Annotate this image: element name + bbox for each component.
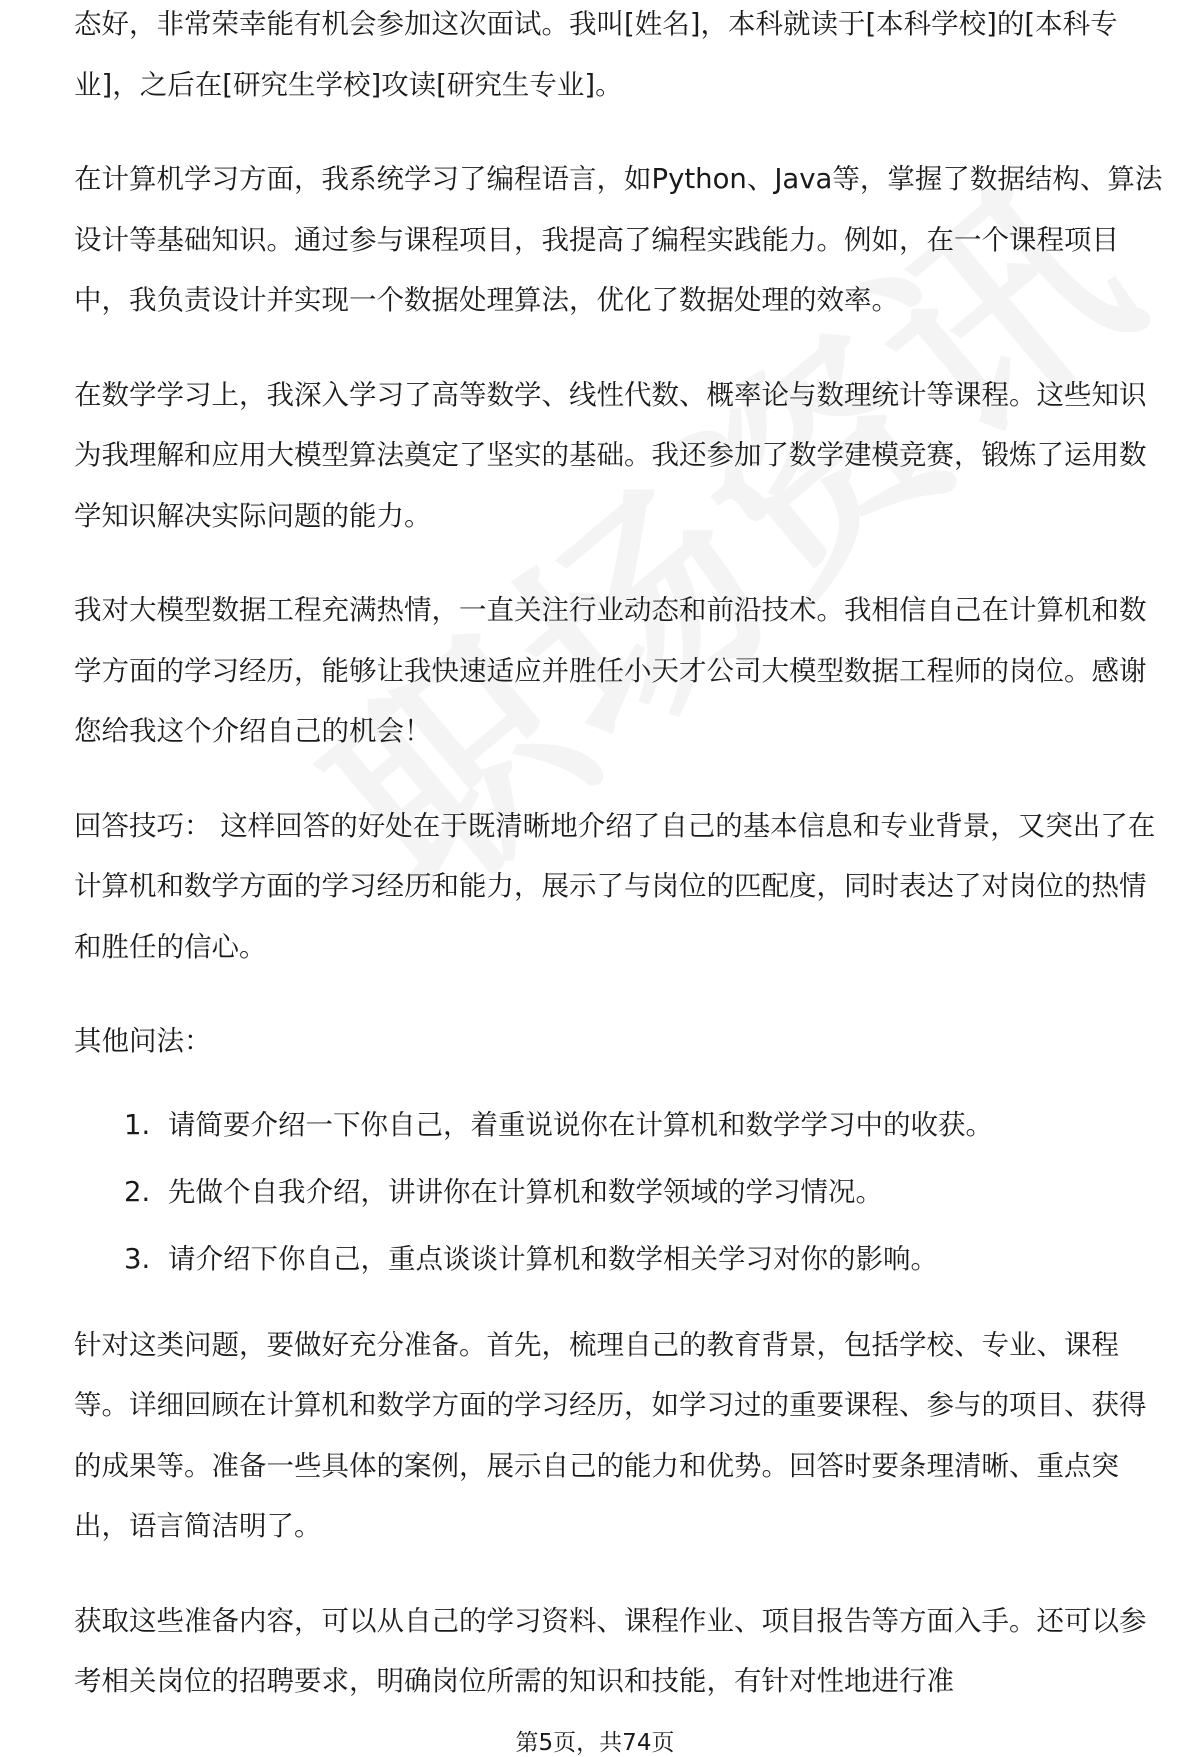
paragraph-computer-study: 在计算机学习方面，我系统学习了编程语言，如Python、Java等，掌握了数据结构、算法设计等基础知识。通过参与课程项目，我提高了编程实践能力。例如，在一个课程项目中，我负责设计并实现一个数据处理算法，优化了数据处理的效率。 <box>74 163 1163 316</box>
list-item-number: 2. <box>124 1175 151 1208</box>
list-item <box>124 1226 1166 1293</box>
other-questions-list <box>74 1092 1166 1293</box>
list-item-text: 请介绍下你自己，重点谈谈计算机和数学相关学习对你的影响。 <box>168 1242 938 1275</box>
list-item-text: 先做个自我介绍，讲讲你在计算机和数学领域的学习情况。 <box>168 1175 883 1208</box>
page-number: 第5页，共74页 <box>515 1730 675 1756</box>
list-item <box>124 1159 1166 1226</box>
list-item-text: 请简要介绍一下你自己，着重说说你在计算机和数学学习中的收获。 <box>168 1108 993 1141</box>
page-content <box>74 8 1166 1746</box>
list-item-number: 3. <box>124 1242 151 1275</box>
paragraph-preparation: 针对这类问题，要做好充分准备。首先，梳理自己的教育背景，包括学校、专业、课程等。详细回顾在计算机和数学方面的学习经历，如学习过的重要课程、参与的项目、获得的成果等。准备一些具体的案例，展示自己的能力和优势。回答时要条理清晰、重点突出，语言简洁明了。 <box>74 1328 1147 1542</box>
other-questions-heading: 其他问法： <box>74 1025 212 1057</box>
paragraph-intro-continued: 态好，非常荣幸能有机会参加这次面试。我叫[姓名]，本科就读于[本科学校]的[本科专业]，之后在[研究生学校]攻读[研究生专业]。 <box>74 8 1118 101</box>
paragraph-sources: 获取这些准备内容，可以从自己的学习资料、课程作业、项目报告等方面入手。还可以参考相关岗位的招聘要求，明确岗位所需的知识和技能，有针对性地进行准 <box>74 1604 1147 1697</box>
list-item-number: 1. <box>124 1108 151 1141</box>
paragraph-answer-tips: 回答技巧： 这样回答的好处在于既清晰地介绍了自己的基本信息和专业背景，又突出了在计算机和数学方面的学习经历和能力，展示了与岗位的匹配度，同时表达了对岗位的热情和胜任的信心。 <box>74 809 1156 963</box>
list-item <box>124 1092 1166 1159</box>
paragraph-math-study: 在数学学习上，我深入学习了高等数学、线性代数、概率论与数理统计等课程。这些知识为我理解和应用大模型算法奠定了坚实的基础。我还参加了数学建模竞赛，锻炼了运用数学知识解决实际问题的能力。 <box>74 378 1147 532</box>
paragraph-passion: 我对大模型数据工程充满热情，一直关注行业动态和前沿技术。我相信自己在计算机和数学方面的学习经历，能够让我快速适应并胜任小天才公司大模型数据工程师的岗位。感谢您给我这个介绍自己的机会！ <box>74 594 1147 747</box>
